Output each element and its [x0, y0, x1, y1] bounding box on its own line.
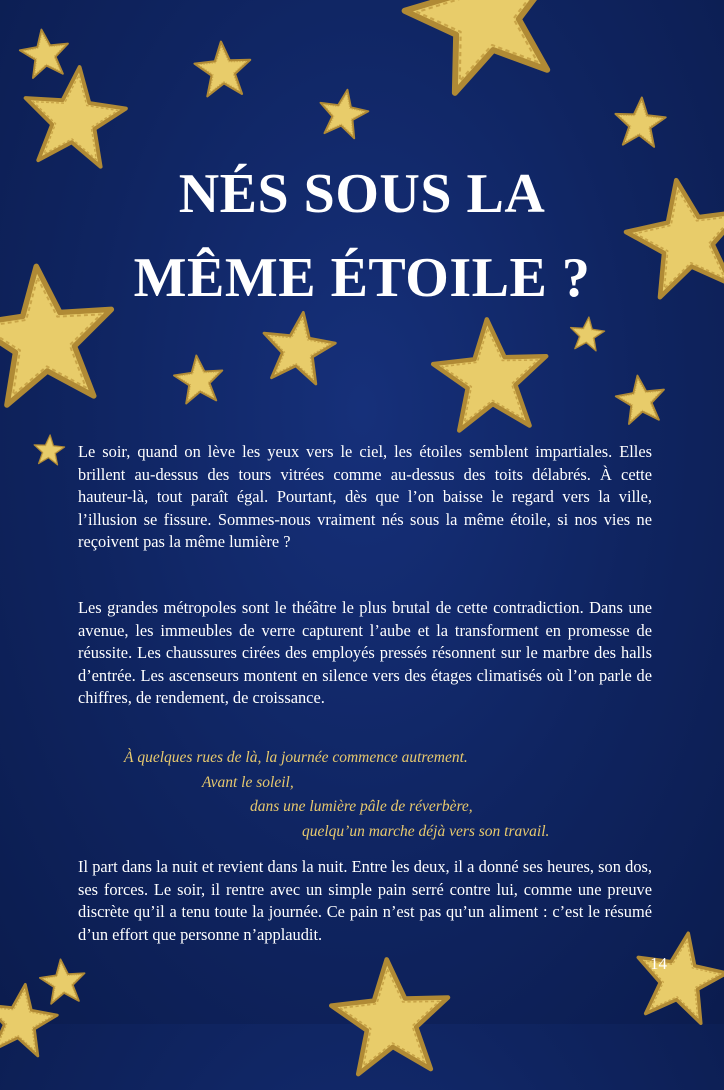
paragraph-worker: Il part dans la nuit et revient dans la nuit. Entre les deux, il a donné ses heures, son dos, ses forces. Le soir, il rentre avec un simple pain serré contre lui, comme une preuve discrète qu’il a tenu toute la journée. Ce pain n’est pas qu’un aliment : c’est le résumé d’un effort que personne n’applaudit.	[78, 857, 652, 944]
paragraph-metropoles: Les grandes métropoles sont le théâtre le plus brutal de cette contradiction. Dans une avenue, les immeubles de verre capturent l’aube et la transforment en promesse de réussite. Les chaussures cirées des employés pressés résonnent sur le marbre des halls d’entrée. Les ascenseurs montent en silence vers des étages climatisés où l’on parle de chiffres, de rendement, de croissance.	[78, 598, 652, 708]
quote-line: À quelques rues de là, la journée commence autrement.	[124, 749, 468, 766]
star-icon	[31, 433, 67, 469]
star-icon	[610, 94, 670, 154]
page-number: 14	[650, 954, 667, 973]
quote-line: dans une lumière pâle de réverbère,	[250, 798, 473, 816]
star-icon	[424, 312, 558, 446]
title-line-1: NÉS SOUS LA	[178, 163, 546, 225]
star-icon	[566, 314, 608, 356]
star-icon	[382, 0, 588, 120]
star-icon	[611, 371, 672, 432]
star-icon	[169, 351, 228, 410]
quote-line: Avant le soleil,	[202, 773, 294, 791]
star-icon	[190, 38, 256, 104]
paragraph-intro: Le soir, quand on lève les yeux vers le ciel, les étoiles semblent impartiales. Elles brillent au-dessus des tours vitrées comme au-dessus des toits délabrés. À cette hauteur-là, tout paraît égal. Pourtant, dès que l’on baisse le regard vers la ville, l’illusion se fissure. Sommes-nous vraiment nés sous la même étoile, si nos vies ne reçoivent pas la même lumière ?	[78, 442, 652, 552]
quote-line: quelqu’un marche déjà vers son travail.	[302, 822, 550, 840]
star-icon	[312, 84, 375, 147]
page-title	[0, 152, 724, 320]
title-line-2: MÊME ÉTOILE ?	[133, 247, 591, 309]
star-icon	[322, 952, 461, 1090]
star-icon	[0, 977, 65, 1067]
